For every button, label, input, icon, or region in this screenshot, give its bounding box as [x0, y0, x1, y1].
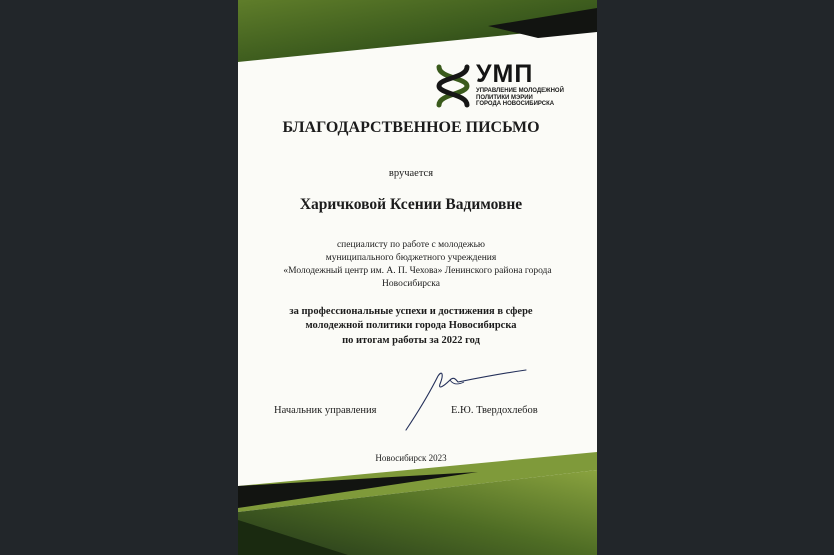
recipient-name: Харичковой Ксении Вадимовне [299, 196, 523, 213]
position-line-3: «Молодежный центр им. А. П. Чехова» Ленинского района города [283, 266, 552, 276]
ump-logo-mark-icon [436, 64, 470, 108]
ump-logo-abbr: УМП [476, 60, 534, 88]
reason-line-1: за профессиональные успехи и достижения в сфере [289, 306, 533, 317]
ump-logo-line2: ПОЛИТИКИ МЭРИИ [476, 94, 533, 101]
handwritten-signature [398, 364, 528, 434]
page-title: БЛАГОДАРСТВЕННОЕ ПИСЬМО [282, 119, 540, 136]
signatory-name: Е.Ю. Твердохлебов [451, 405, 538, 416]
certificate-sheet [238, 0, 597, 555]
ump-logo-line3: ГОРОДА НОВОСИБИРСКА [476, 101, 555, 107]
position-line-1: специалисту по работе с молодежью [336, 240, 486, 250]
reason-line-3: по итогам работы за 2022 год [342, 335, 480, 346]
position-line-2: муниципального бюджетного учреждения [325, 253, 497, 263]
reason-line-2: молодежной политики города Новосибирска [305, 320, 517, 331]
ump-logo-line1: УПРАВЛЕНИЕ МОЛОДЕЖНОЙ [476, 88, 564, 94]
awarded-label: вручается [388, 168, 434, 179]
signatory-role: Начальник управления [274, 405, 377, 416]
place-and-year: Новосибирск 2023 [375, 453, 447, 463]
ump-logo [436, 60, 566, 108]
position-line-4: Новосибирска [382, 279, 440, 289]
